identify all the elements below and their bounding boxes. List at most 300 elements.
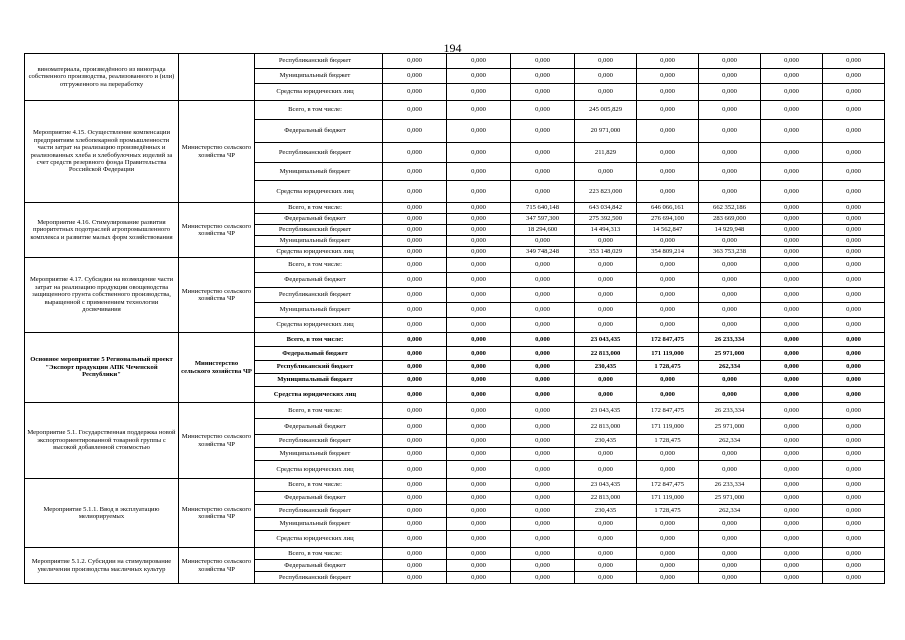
value-cell: 0,000	[823, 560, 885, 572]
value-cell: 0,000	[383, 419, 447, 435]
value-cell: 0,000	[575, 374, 637, 387]
funding-source-cell: Средства юридических лиц	[255, 84, 383, 101]
value-cell: 26 233,334	[699, 333, 761, 347]
measure-name-cell: виноматериала, произведённого из винограда собственного производства, реализованного и (или) отгруженного на переработку	[25, 54, 179, 101]
value-cell: 0,000	[637, 54, 699, 69]
value-cell: 0,000	[383, 505, 447, 518]
value-cell: 0,000	[761, 448, 823, 461]
funding-source-cell: Средства юридических лиц	[255, 531, 383, 548]
value-cell: 0,000	[699, 531, 761, 548]
value-cell: 0,000	[511, 572, 575, 584]
funding-source-cell: Средства юридических лиц	[255, 181, 383, 203]
value-cell: 347 597,300	[511, 214, 575, 225]
value-cell: 0,000	[761, 560, 823, 572]
funding-source-cell: Всего, в том числе:	[255, 548, 383, 560]
value-cell: 0,000	[699, 236, 761, 247]
value-cell: 0,000	[823, 492, 885, 505]
value-cell: 0,000	[761, 101, 823, 120]
value-cell: 0,000	[637, 236, 699, 247]
value-cell: 0,000	[575, 303, 637, 318]
value-cell: 0,000	[637, 163, 699, 181]
value-cell: 0,000	[761, 461, 823, 479]
funding-source-cell: Республиканский бюджет	[255, 143, 383, 163]
value-cell: 0,000	[637, 120, 699, 143]
value-cell: 0,000	[447, 203, 511, 214]
value-cell: 0,000	[447, 505, 511, 518]
value-cell: 0,000	[511, 387, 575, 403]
value-cell: 0,000	[699, 548, 761, 560]
value-cell: 0,000	[447, 101, 511, 120]
value-cell: 0,000	[447, 247, 511, 258]
value-cell: 0,000	[447, 273, 511, 288]
value-cell: 0,000	[823, 258, 885, 273]
value-cell: 0,000	[447, 448, 511, 461]
value-cell: 0,000	[575, 163, 637, 181]
value-cell: 0,000	[511, 560, 575, 572]
value-cell: 0,000	[383, 163, 447, 181]
measure-name-cell: Основное мероприятие 5 Региональный проект "Экспорт продукции АПК Чеченской Республики"	[25, 333, 179, 403]
value-cell: 230,435	[575, 361, 637, 374]
value-cell: 0,000	[383, 318, 447, 333]
funding-source-cell: Республиканский бюджет	[255, 435, 383, 448]
value-cell: 0,000	[383, 572, 447, 584]
value-cell: 0,000	[383, 548, 447, 560]
value-cell: 0,000	[823, 448, 885, 461]
funding-source-cell: Муниципальный бюджет	[255, 163, 383, 181]
funding-source-cell: Федеральный бюджет	[255, 214, 383, 225]
funding-source-cell: Республиканский бюджет	[255, 505, 383, 518]
value-cell: 23 043,435	[575, 403, 637, 419]
value-cell: 171 119,000	[637, 347, 699, 361]
value-cell: 0,000	[761, 492, 823, 505]
funding-source-cell: Федеральный бюджет	[255, 419, 383, 435]
value-cell: 0,000	[823, 69, 885, 84]
value-cell: 0,000	[447, 531, 511, 548]
value-cell: 0,000	[761, 318, 823, 333]
table-row	[25, 403, 885, 419]
value-cell: 0,000	[699, 101, 761, 120]
value-cell: 0,000	[575, 518, 637, 531]
value-cell: 0,000	[383, 214, 447, 225]
measure-name-cell: Мероприятие 4.15. Осуществление компенсации предприятиям хлебопекарной промышленности части затрат на реализацию произведённых и реализованных хлеба и хлебобулочных изделий за счет средств резервного фонда Правительства Российской Федерации	[25, 101, 179, 203]
funding-source-cell: Республиканский бюджет	[255, 54, 383, 69]
value-cell: 0,000	[823, 387, 885, 403]
measure-name-cell: Мероприятие 5.1. Государственная поддержка новой экспортоориентированной товарной группы с высокой добавленной стоимостью	[25, 403, 179, 479]
funding-source-cell: Муниципальный бюджет	[255, 236, 383, 247]
value-cell: 0,000	[575, 572, 637, 584]
funding-source-cell: Средства юридических лиц	[255, 461, 383, 479]
value-cell: 1 728,475	[637, 505, 699, 518]
value-cell: 0,000	[511, 419, 575, 435]
value-cell: 0,000	[447, 303, 511, 318]
value-cell: 20 971,000	[575, 120, 637, 143]
value-cell: 0,000	[447, 374, 511, 387]
value-cell: 0,000	[823, 435, 885, 448]
value-cell: 0,000	[823, 203, 885, 214]
value-cell: 0,000	[823, 333, 885, 347]
value-cell: 0,000	[637, 143, 699, 163]
value-cell: 0,000	[637, 101, 699, 120]
executor-cell	[179, 54, 255, 101]
value-cell: 0,000	[383, 361, 447, 374]
value-cell: 0,000	[699, 387, 761, 403]
value-cell: 0,000	[383, 479, 447, 492]
value-cell: 0,000	[511, 479, 575, 492]
value-cell: 0,000	[699, 181, 761, 203]
value-cell: 0,000	[511, 303, 575, 318]
value-cell: 0,000	[823, 247, 885, 258]
value-cell: 276 694,100	[637, 214, 699, 225]
value-cell: 643 034,842	[575, 203, 637, 214]
value-cell: 0,000	[761, 84, 823, 101]
value-cell: 646 066,161	[637, 203, 699, 214]
value-cell: 0,000	[511, 347, 575, 361]
value-cell: 0,000	[383, 333, 447, 347]
value-cell: 0,000	[511, 120, 575, 143]
value-cell: 0,000	[383, 247, 447, 258]
value-cell: 0,000	[637, 387, 699, 403]
value-cell: 0,000	[761, 419, 823, 435]
value-cell: 0,000	[699, 303, 761, 318]
executor-cell: Министерство сельского хозяйства ЧР	[179, 101, 255, 203]
value-cell: 230,435	[575, 505, 637, 518]
value-cell: 0,000	[447, 236, 511, 247]
value-cell: 0,000	[823, 461, 885, 479]
value-cell: 25 971,000	[699, 492, 761, 505]
value-cell: 0,000	[447, 54, 511, 69]
value-cell: 0,000	[823, 318, 885, 333]
value-cell: 0,000	[823, 361, 885, 374]
funding-source-cell: Муниципальный бюджет	[255, 303, 383, 318]
value-cell: 0,000	[761, 333, 823, 347]
value-cell: 26 233,334	[699, 479, 761, 492]
value-cell: 0,000	[447, 225, 511, 236]
value-cell: 0,000	[823, 214, 885, 225]
value-cell: 0,000	[447, 419, 511, 435]
value-cell: 0,000	[761, 143, 823, 163]
budget-table	[24, 53, 885, 584]
value-cell: 0,000	[823, 273, 885, 288]
value-cell: 0,000	[511, 403, 575, 419]
value-cell: 0,000	[761, 225, 823, 236]
value-cell: 0,000	[761, 303, 823, 318]
funding-source-cell: Муниципальный бюджет	[255, 69, 383, 84]
value-cell: 0,000	[447, 214, 511, 225]
value-cell: 0,000	[447, 69, 511, 84]
funding-source-cell: Средства юридических лиц	[255, 387, 383, 403]
value-cell: 0,000	[383, 518, 447, 531]
table-row	[25, 548, 885, 560]
value-cell: 0,000	[511, 492, 575, 505]
value-cell: 0,000	[511, 361, 575, 374]
table-row	[25, 54, 885, 69]
value-cell: 0,000	[575, 461, 637, 479]
value-cell: 0,000	[447, 518, 511, 531]
measure-name-cell: Мероприятие 5.1.1. Ввод в эксплуатацию мелиорируемых	[25, 479, 179, 548]
value-cell: 0,000	[511, 69, 575, 84]
value-cell: 0,000	[699, 318, 761, 333]
value-cell: 0,000	[699, 120, 761, 143]
value-cell: 22 813,000	[575, 492, 637, 505]
value-cell: 0,000	[761, 273, 823, 288]
value-cell: 662 352,186	[699, 203, 761, 214]
value-cell: 0,000	[699, 572, 761, 584]
value-cell: 0,000	[511, 273, 575, 288]
value-cell: 0,000	[383, 84, 447, 101]
value-cell: 0,000	[511, 374, 575, 387]
value-cell: 0,000	[637, 448, 699, 461]
value-cell: 0,000	[761, 288, 823, 303]
value-cell: 0,000	[447, 84, 511, 101]
value-cell: 0,000	[575, 54, 637, 69]
value-cell: 23 043,435	[575, 333, 637, 347]
table-row	[25, 258, 885, 273]
value-cell: 0,000	[511, 258, 575, 273]
value-cell: 0,000	[575, 387, 637, 403]
value-cell: 0,000	[511, 143, 575, 163]
page-number: 194	[443, 41, 462, 55]
value-cell: 0,000	[383, 303, 447, 318]
value-cell: 0,000	[447, 548, 511, 560]
value-cell: 0,000	[823, 54, 885, 69]
value-cell: 0,000	[761, 435, 823, 448]
value-cell: 0,000	[761, 403, 823, 419]
value-cell: 171 119,000	[637, 419, 699, 435]
value-cell: 0,000	[823, 143, 885, 163]
value-cell: 0,000	[637, 461, 699, 479]
value-cell: 0,000	[447, 163, 511, 181]
value-cell: 0,000	[383, 225, 447, 236]
value-cell: 0,000	[699, 448, 761, 461]
value-cell: 0,000	[383, 387, 447, 403]
value-cell: 0,000	[637, 84, 699, 101]
value-cell: 0,000	[823, 572, 885, 584]
value-cell: 0,000	[823, 101, 885, 120]
value-cell: 22 813,000	[575, 419, 637, 435]
funding-source-cell: Республиканский бюджет	[255, 361, 383, 374]
value-cell: 0,000	[383, 101, 447, 120]
value-cell: 0,000	[699, 461, 761, 479]
value-cell: 0,000	[383, 273, 447, 288]
value-cell: 262,334	[699, 361, 761, 374]
value-cell: 0,000	[383, 69, 447, 84]
value-cell: 0,000	[447, 461, 511, 479]
value-cell: 0,000	[447, 479, 511, 492]
value-cell: 0,000	[637, 318, 699, 333]
table-row	[25, 479, 885, 492]
value-cell: 0,000	[637, 548, 699, 560]
funding-source-cell: Всего, в том числе:	[255, 479, 383, 492]
value-cell: 0,000	[761, 258, 823, 273]
value-cell: 0,000	[511, 505, 575, 518]
value-cell: 0,000	[447, 318, 511, 333]
funding-source-cell: Всего, в том числе:	[255, 101, 383, 120]
value-cell: 0,000	[383, 143, 447, 163]
value-cell: 0,000	[637, 303, 699, 318]
value-cell: 0,000	[447, 258, 511, 273]
value-cell: 0,000	[761, 531, 823, 548]
value-cell: 0,000	[761, 572, 823, 584]
value-cell: 0,000	[575, 236, 637, 247]
value-cell: 0,000	[823, 518, 885, 531]
value-cell: 14 929,948	[699, 225, 761, 236]
value-cell: 0,000	[511, 163, 575, 181]
funding-source-cell: Средства юридических лиц	[255, 247, 383, 258]
value-cell: 353 148,029	[575, 247, 637, 258]
funding-source-cell: Федеральный бюджет	[255, 273, 383, 288]
value-cell: 172 847,475	[637, 333, 699, 347]
value-cell: 0,000	[637, 288, 699, 303]
table-row	[25, 101, 885, 120]
value-cell: 0,000	[511, 531, 575, 548]
value-cell: 0,000	[699, 143, 761, 163]
funding-source-cell: Федеральный бюджет	[255, 347, 383, 361]
value-cell: 0,000	[447, 120, 511, 143]
measure-name-cell: Мероприятие 4.16. Стимулирование развития приоритетных подотраслей агропромышленного комплекса и развитие малых форм хозяйствования	[25, 203, 179, 258]
value-cell: 0,000	[383, 347, 447, 361]
value-cell: 0,000	[447, 288, 511, 303]
value-cell: 0,000	[511, 288, 575, 303]
value-cell: 0,000	[699, 560, 761, 572]
value-cell: 22 813,000	[575, 347, 637, 361]
value-cell: 0,000	[823, 303, 885, 318]
value-cell: 0,000	[823, 288, 885, 303]
value-cell: 0,000	[761, 69, 823, 84]
value-cell: 0,000	[447, 181, 511, 203]
value-cell: 0,000	[511, 435, 575, 448]
executor-cell: Министерство сельского хозяйства ЧР	[179, 203, 255, 258]
measure-name-cell: Мероприятие 4.17. Субсидии на возмещение части затрат на реализацию продукции овощеводства защищенного грунта собственного производства, выращенной с применением технологии досвечивания	[25, 258, 179, 333]
value-cell: 0,000	[637, 560, 699, 572]
value-cell: 275 392,500	[575, 214, 637, 225]
funding-source-cell: Средства юридических лиц	[255, 318, 383, 333]
value-cell: 0,000	[575, 258, 637, 273]
funding-source-cell: Федеральный бюджет	[255, 120, 383, 143]
value-cell: 0,000	[511, 448, 575, 461]
value-cell: 171 119,000	[637, 492, 699, 505]
value-cell: 0,000	[761, 214, 823, 225]
value-cell: 0,000	[511, 54, 575, 69]
value-cell: 262,334	[699, 435, 761, 448]
value-cell: 0,000	[447, 572, 511, 584]
value-cell: 0,000	[699, 374, 761, 387]
value-cell: 0,000	[511, 548, 575, 560]
value-cell: 0,000	[575, 84, 637, 101]
executor-cell: Министерство сельского хозяйства ЧР	[179, 548, 255, 584]
value-cell: 0,000	[761, 54, 823, 69]
executor-cell: Министерство сельского хозяйства ЧР	[179, 403, 255, 479]
value-cell: 0,000	[761, 247, 823, 258]
value-cell: 0,000	[761, 236, 823, 247]
value-cell: 0,000	[383, 288, 447, 303]
value-cell: 0,000	[575, 273, 637, 288]
value-cell: 0,000	[575, 448, 637, 461]
value-cell: 0,000	[761, 518, 823, 531]
executor-cell: Министерство сельского хозяйства ЧР	[179, 333, 255, 403]
value-cell: 0,000	[823, 505, 885, 518]
value-cell: 0,000	[761, 505, 823, 518]
value-cell: 0,000	[447, 560, 511, 572]
value-cell: 0,000	[761, 347, 823, 361]
value-cell: 0,000	[823, 374, 885, 387]
value-cell: 0,000	[383, 461, 447, 479]
value-cell: 0,000	[575, 531, 637, 548]
value-cell: 0,000	[823, 84, 885, 101]
executor-cell: Министерство сельского хозяйства ЧР	[179, 479, 255, 548]
value-cell: 23 043,435	[575, 479, 637, 492]
value-cell: 0,000	[447, 387, 511, 403]
value-cell: 0,000	[511, 333, 575, 347]
value-cell: 0,000	[637, 531, 699, 548]
value-cell: 0,000	[637, 572, 699, 584]
value-cell: 0,000	[575, 560, 637, 572]
executor-cell: Министерство сельского хозяйства ЧР	[179, 258, 255, 333]
funding-source-cell: Всего, в том числе:	[255, 403, 383, 419]
table-row	[25, 203, 885, 214]
value-cell: 0,000	[447, 347, 511, 361]
value-cell: 223 823,000	[575, 181, 637, 203]
value-cell: 0,000	[699, 84, 761, 101]
value-cell: 0,000	[761, 163, 823, 181]
table-row	[25, 333, 885, 347]
funding-source-cell: Муниципальный бюджет	[255, 448, 383, 461]
value-cell: 715 640,148	[511, 203, 575, 214]
value-cell: 0,000	[511, 101, 575, 120]
funding-source-cell: Муниципальный бюджет	[255, 518, 383, 531]
value-cell: 0,000	[823, 163, 885, 181]
value-cell: 0,000	[823, 120, 885, 143]
value-cell: 25 971,000	[699, 419, 761, 435]
value-cell: 0,000	[761, 361, 823, 374]
value-cell: 0,000	[823, 419, 885, 435]
value-cell: 0,000	[823, 403, 885, 419]
value-cell: 0,000	[699, 163, 761, 181]
value-cell: 0,000	[699, 258, 761, 273]
funding-source-cell: Федеральный бюджет	[255, 492, 383, 505]
value-cell: 0,000	[637, 258, 699, 273]
value-cell: 18 294,600	[511, 225, 575, 236]
value-cell: 0,000	[699, 54, 761, 69]
value-cell: 0,000	[823, 479, 885, 492]
value-cell: 0,000	[761, 479, 823, 492]
value-cell: 0,000	[575, 318, 637, 333]
value-cell: 0,000	[823, 548, 885, 560]
funding-source-cell: Республиканский бюджет	[255, 225, 383, 236]
value-cell: 0,000	[637, 518, 699, 531]
value-cell: 0,000	[699, 69, 761, 84]
funding-source-cell: Республиканский бюджет	[255, 288, 383, 303]
value-cell: 0,000	[383, 448, 447, 461]
value-cell: 0,000	[511, 181, 575, 203]
value-cell: 245 005,829	[575, 101, 637, 120]
funding-source-cell: Всего, в том числе:	[255, 203, 383, 214]
value-cell: 211,829	[575, 143, 637, 163]
value-cell: 0,000	[575, 69, 637, 84]
value-cell: 0,000	[511, 518, 575, 531]
value-cell: 1 728,475	[637, 361, 699, 374]
funding-source-cell: Республиканский бюджет	[255, 572, 383, 584]
value-cell: 0,000	[823, 347, 885, 361]
value-cell: 0,000	[447, 333, 511, 347]
value-cell: 0,000	[383, 236, 447, 247]
value-cell: 0,000	[447, 361, 511, 374]
value-cell: 230,435	[575, 435, 637, 448]
value-cell: 14 562,847	[637, 225, 699, 236]
value-cell: 0,000	[699, 288, 761, 303]
value-cell: 0,000	[383, 181, 447, 203]
value-cell: 0,000	[383, 203, 447, 214]
value-cell: 0,000	[447, 435, 511, 448]
